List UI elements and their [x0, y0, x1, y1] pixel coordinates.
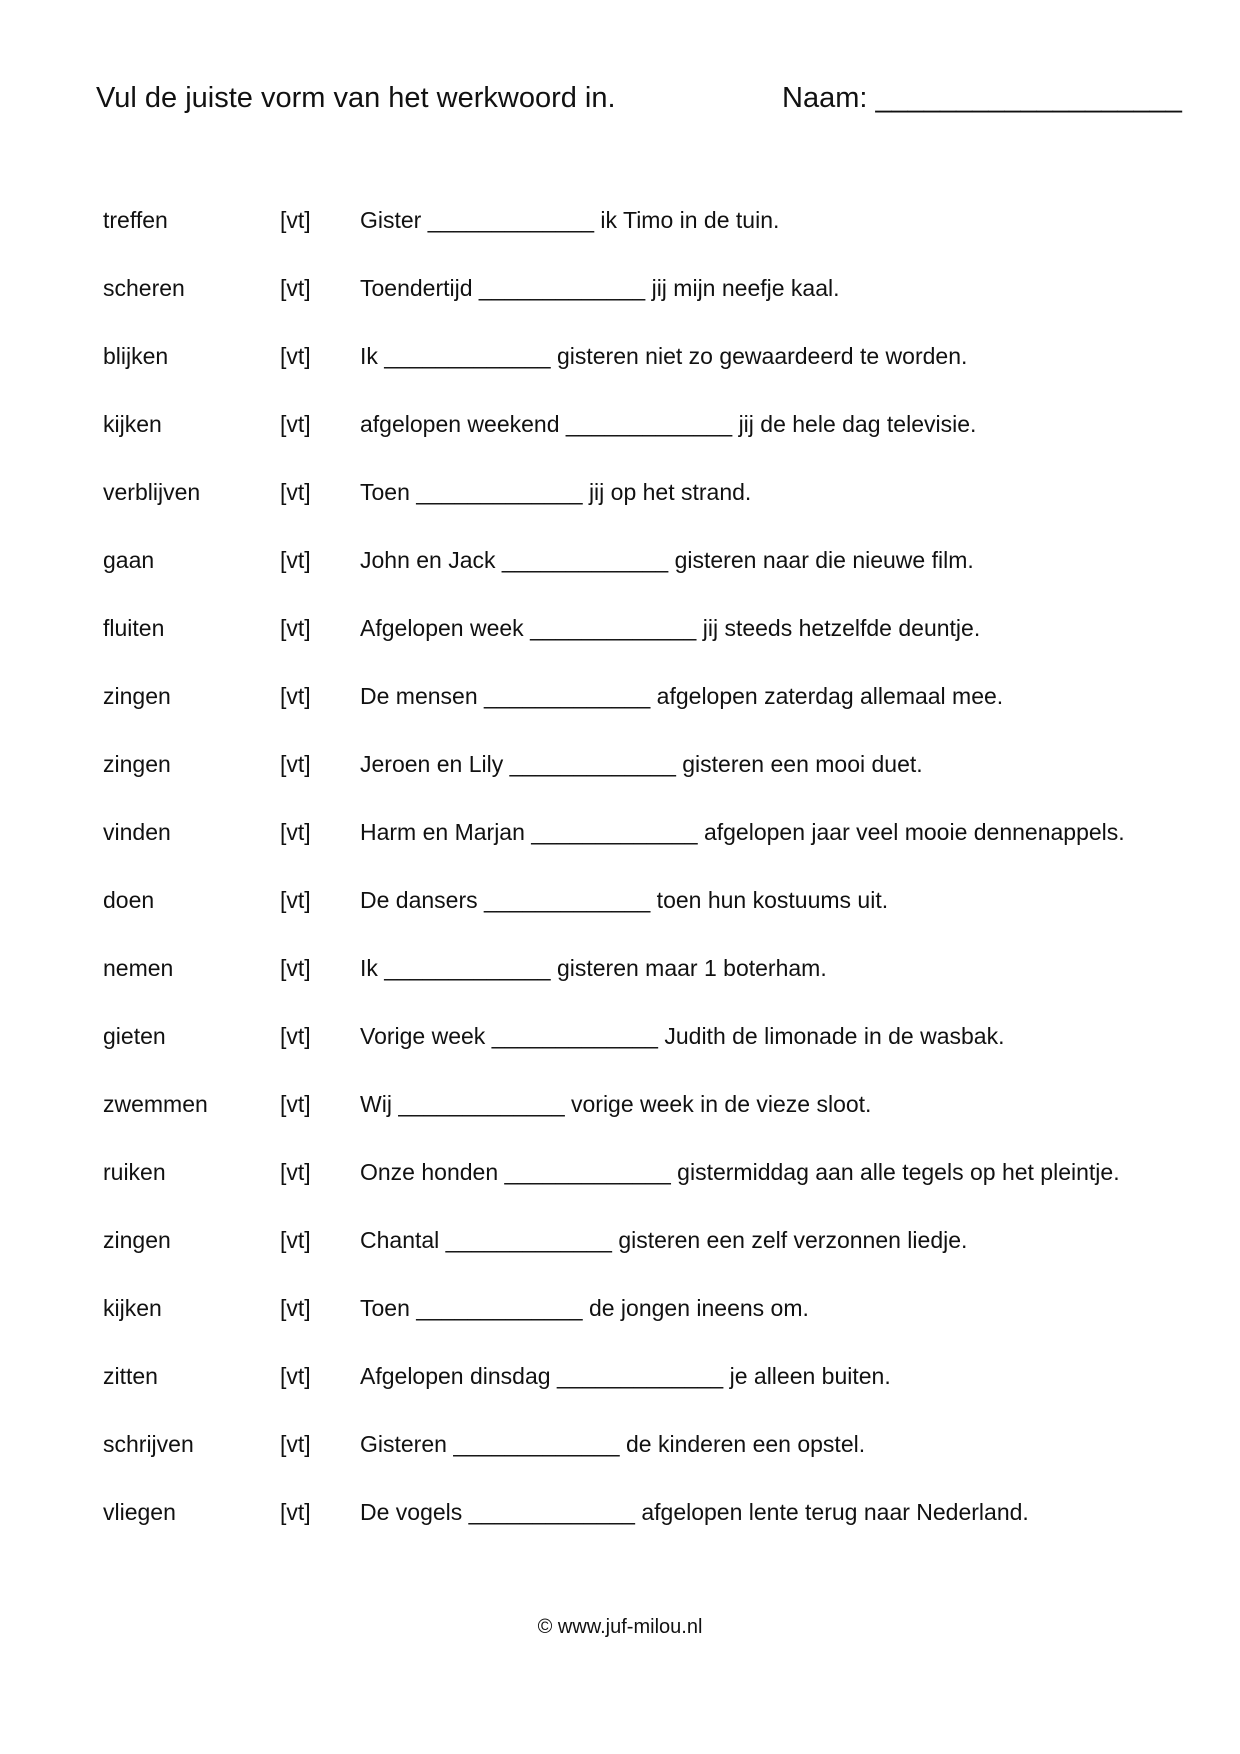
exercise-tense: [vt]: [280, 887, 311, 913]
exercise-sentence[interactable]: John en Jack _____________ gisteren naar die nieuwe film.: [360, 547, 974, 573]
exercise-tense: [vt]: [280, 275, 311, 301]
exercise-verb: vliegen: [103, 1499, 176, 1525]
exercise-tense: [vt]: [280, 343, 311, 369]
name-field[interactable]: Naam: ___________________: [782, 82, 1182, 114]
exercise-sentence[interactable]: Afgelopen week _____________ jij steeds hetzelfde deuntje.: [360, 615, 981, 641]
exercise-verb: kijken: [103, 1295, 162, 1321]
exercise-sentence[interactable]: Ik _____________ gisteren maar 1 boterham.: [360, 955, 827, 981]
exercise-verb: kijken: [103, 411, 162, 437]
exercise-row: [0, 1492, 1240, 1532]
exercise-row: [0, 1424, 1240, 1464]
exercise-row: [0, 744, 1240, 784]
exercise-verb: blijken: [103, 343, 169, 369]
exercise-tense: [vt]: [280, 207, 311, 233]
exercise-row: [0, 1356, 1240, 1396]
copyright-footer: © www.juf-milou.nl: [537, 1616, 703, 1638]
exercise-sentence[interactable]: Toen _____________ jij op het strand.: [360, 479, 752, 505]
exercise-sentence[interactable]: Harm en Marjan _____________ afgelopen jaar veel mooie dennenappels.: [360, 819, 1125, 845]
exercise-verb: nemen: [103, 955, 174, 981]
exercise-tense: [vt]: [280, 955, 311, 981]
exercise-sentence[interactable]: De vogels _____________ afgelopen lente terug naar Nederland.: [360, 1499, 1029, 1525]
exercise-tense: [vt]: [280, 683, 311, 709]
exercise-row: [0, 812, 1240, 852]
exercise-sentence[interactable]: De mensen _____________ afgelopen zaterdag allemaal mee.: [360, 683, 1004, 709]
exercise-row: [0, 1016, 1240, 1056]
exercise-verb: zingen: [103, 683, 171, 709]
exercise-row: [0, 1152, 1240, 1192]
exercise-tense: [vt]: [280, 1431, 311, 1457]
exercise-verb: vinden: [103, 819, 171, 845]
exercise-verb: zwemmen: [103, 1091, 208, 1117]
exercise-row: [0, 404, 1240, 444]
worksheet-title: Vul de juiste vorm van het werkwoord in.: [96, 82, 616, 114]
worksheet-header: [96, 82, 1182, 122]
exercise-row: [0, 472, 1240, 512]
exercise-tense: [vt]: [280, 1295, 311, 1321]
exercise-row: [0, 608, 1240, 648]
exercise-row: [0, 336, 1240, 376]
exercise-verb: fluiten: [103, 615, 165, 641]
exercise-tense: [vt]: [280, 615, 311, 641]
exercise-sentence[interactable]: Chantal _____________ gisteren een zelf verzonnen liedje.: [360, 1227, 968, 1253]
exercise-verb: schrijven: [103, 1431, 194, 1457]
exercise-row: [0, 880, 1240, 920]
exercise-sentence[interactable]: Afgelopen dinsdag _____________ je alleen buiten.: [360, 1363, 891, 1389]
exercise-row: [0, 540, 1240, 580]
exercise-tense: [vt]: [280, 1159, 311, 1185]
exercise-verb: zitten: [103, 1363, 158, 1389]
exercise-sentence[interactable]: De dansers _____________ toen hun kostuums uit.: [360, 887, 889, 913]
exercise-tense: [vt]: [280, 1091, 311, 1117]
exercise-row: [0, 1220, 1240, 1260]
exercise-row: [0, 1288, 1240, 1328]
exercise-sentence[interactable]: Wij _____________ vorige week in de vieze sloot.: [360, 1091, 872, 1117]
exercise-tense: [vt]: [280, 1227, 311, 1253]
exercise-sentence[interactable]: Toen _____________ de jongen ineens om.: [360, 1295, 809, 1321]
exercise-tense: [vt]: [280, 479, 311, 505]
exercise-verb: gaan: [103, 547, 155, 573]
exercise-tense: [vt]: [280, 819, 311, 845]
exercise-tense: [vt]: [280, 1363, 311, 1389]
exercise-sentence[interactable]: Gister _____________ ik Timo in de tuin.: [360, 207, 780, 233]
exercise-verb: doen: [103, 887, 155, 913]
exercise-verb: zingen: [103, 1227, 171, 1253]
exercise-tense: [vt]: [280, 1499, 311, 1525]
exercise-sentence[interactable]: Ik _____________ gisteren niet zo gewaardeerd te worden.: [360, 343, 968, 369]
exercise-sentence[interactable]: Toendertijd _____________ jij mijn neefje kaal.: [360, 275, 840, 301]
exercise-sentence[interactable]: Gisteren _____________ de kinderen een opstel.: [360, 1431, 866, 1457]
exercise-sentence[interactable]: afgelopen weekend _____________ jij de hele dag televisie.: [360, 411, 977, 437]
exercise-row: [0, 676, 1240, 716]
exercise-row: [0, 200, 1240, 240]
exercise-row: [0, 1084, 1240, 1124]
exercise-verb: scheren: [103, 275, 185, 301]
exercise-sentence[interactable]: Vorige week _____________ Judith de limonade in de wasbak.: [360, 1023, 1005, 1049]
exercise-sentence[interactable]: Jeroen en Lily _____________ gisteren een mooi duet.: [360, 751, 923, 777]
exercise-verb: ruiken: [103, 1159, 166, 1185]
exercise-sentence[interactable]: Onze honden _____________ gistermiddag aan alle tegels op het pleintje.: [360, 1159, 1120, 1185]
exercise-verb: gieten: [103, 1023, 166, 1049]
exercise-tense: [vt]: [280, 751, 311, 777]
exercise-row: [0, 268, 1240, 308]
exercise-verb: treffen: [103, 207, 168, 233]
exercise-tense: [vt]: [280, 547, 311, 573]
exercise-tense: [vt]: [280, 1023, 311, 1049]
exercise-tense: [vt]: [280, 411, 311, 437]
exercise-verb: zingen: [103, 751, 171, 777]
exercise-row: [0, 948, 1240, 988]
exercise-verb: verblijven: [103, 479, 201, 505]
